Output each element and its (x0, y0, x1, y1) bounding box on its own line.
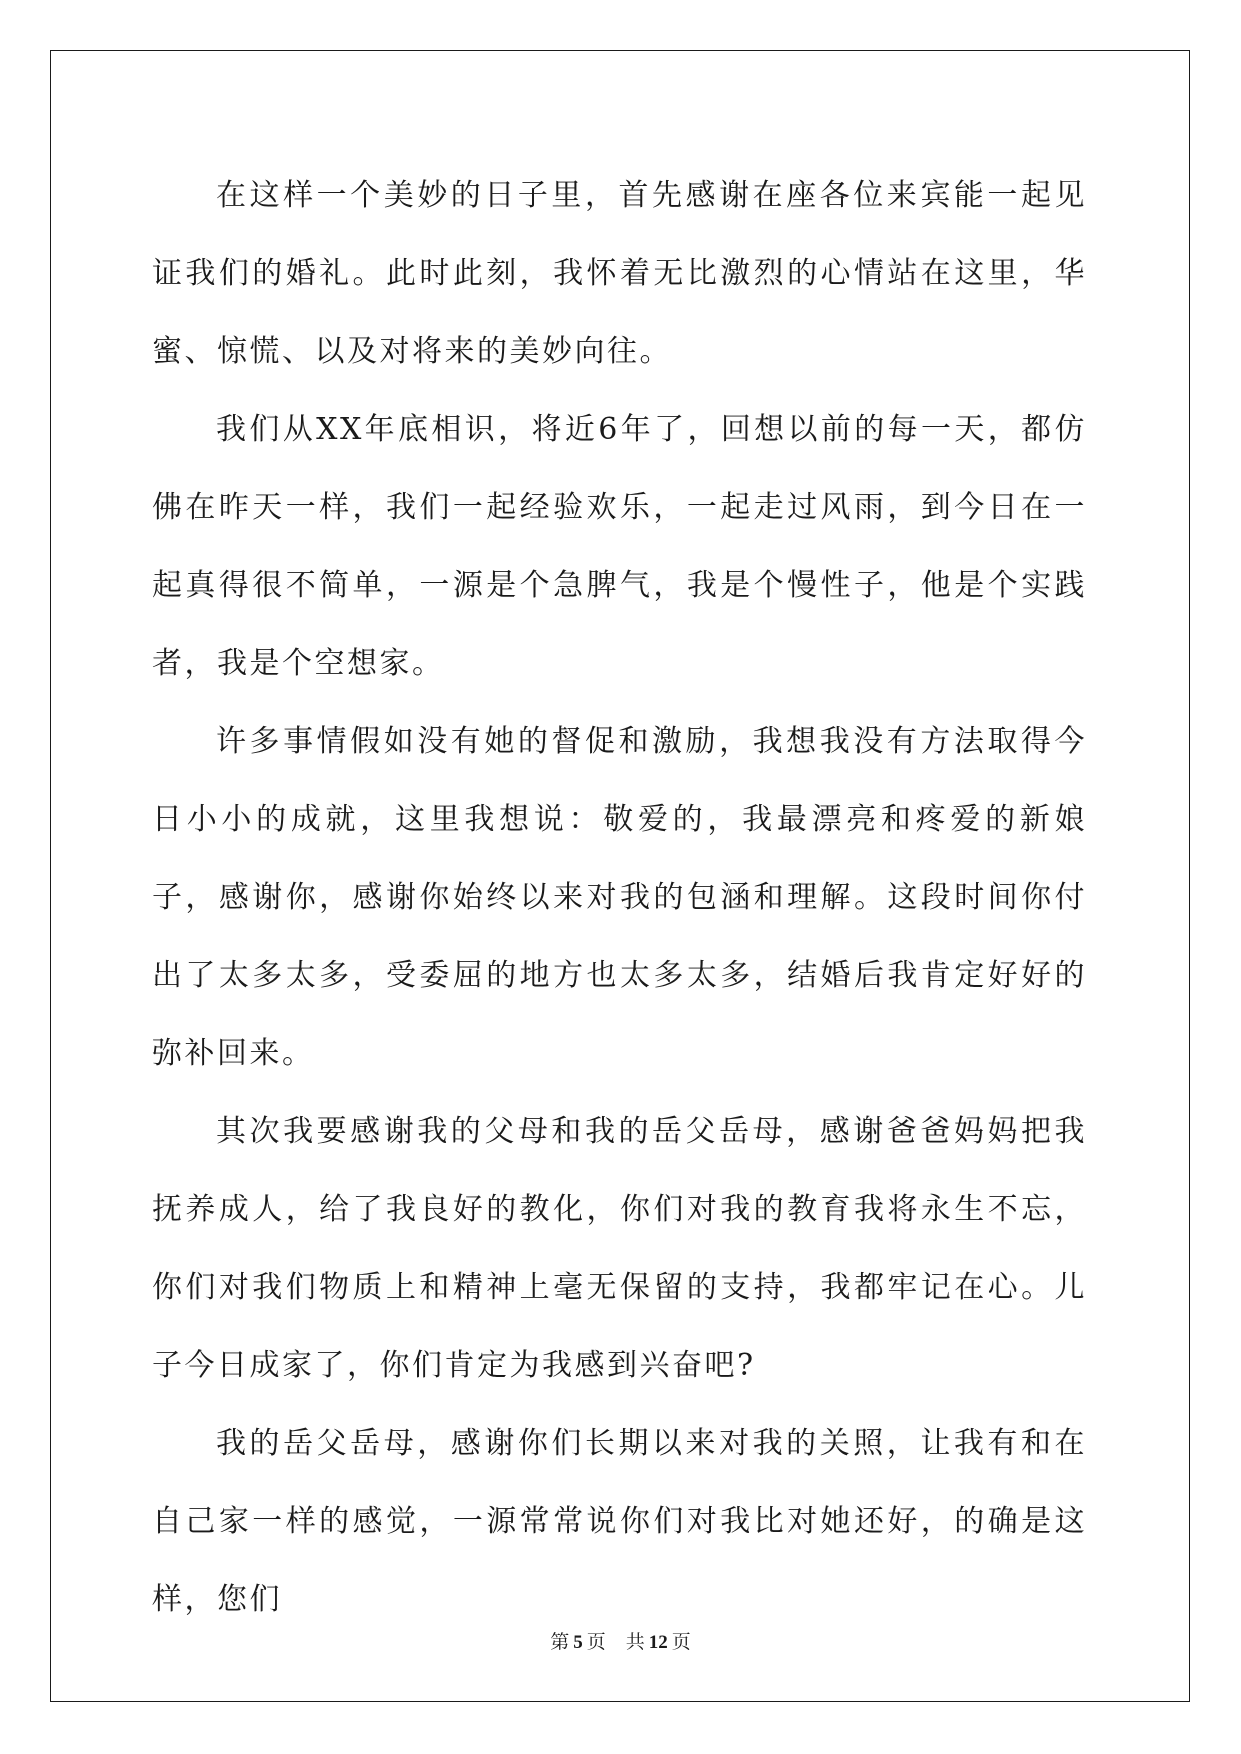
document-body (152, 157, 1087, 1639)
total-pages: 12 (648, 1632, 668, 1653)
page-suffix: 页 (586, 1632, 606, 1653)
page-number-footer (0, 1627, 1241, 1654)
paragraph-3: 许多事情假如没有她的督促和激励，我想我没有方法取得今日小小的成就，这里我想说：敬爱的，我最漂亮和疼爱的新娘子，感谢你，感谢你始终以来对我的包涵和理解。这段时间你付出了太多太多，受委屈的地方也太多太多，结婚后我肯定好好的弥补回来。 (152, 724, 1087, 1071)
page-prefix: 第 (550, 1632, 570, 1653)
paragraph-5: 我的岳父岳母，感谢你们长期以来对我的关照，让我有和在自己家一样的感觉，一源常常说你们对我比对她还好，的确是这样，您们 (152, 1426, 1087, 1617)
paragraph-4: 其次我要感谢我的父母和我的岳父岳母，感谢爸爸妈妈把我抚养成人，给了我良好的教化，你们对我的教育我将永生不忘，你们对我们物质上和精神上毫无保留的支持，我都牢记在心。儿子今日成家了，你们肯定为我感到兴奋吧? (152, 1114, 1087, 1383)
paragraph-1: 在这样一个美妙的日子里，首先感谢在座各位来宾能一起见证我们的婚礼。此时此刻，我怀着无比激烈的心情站在这里，华蜜、惊慌、以及对将来的美妙向往。 (152, 178, 1087, 369)
total-suffix: 页 (671, 1632, 691, 1653)
total-prefix: 共 (625, 1632, 645, 1653)
current-page: 5 (573, 1632, 583, 1653)
paragraph-2: 我们从XX年底相识，将近6年了，回想以前的每一天，都仿佛在昨天一样，我们一起经验欢乐，一起走过风雨，到今日在一起真得很不简单，一源是个急脾气，我是个慢性子，他是个实践者，我是个空想家。 (152, 412, 1087, 681)
